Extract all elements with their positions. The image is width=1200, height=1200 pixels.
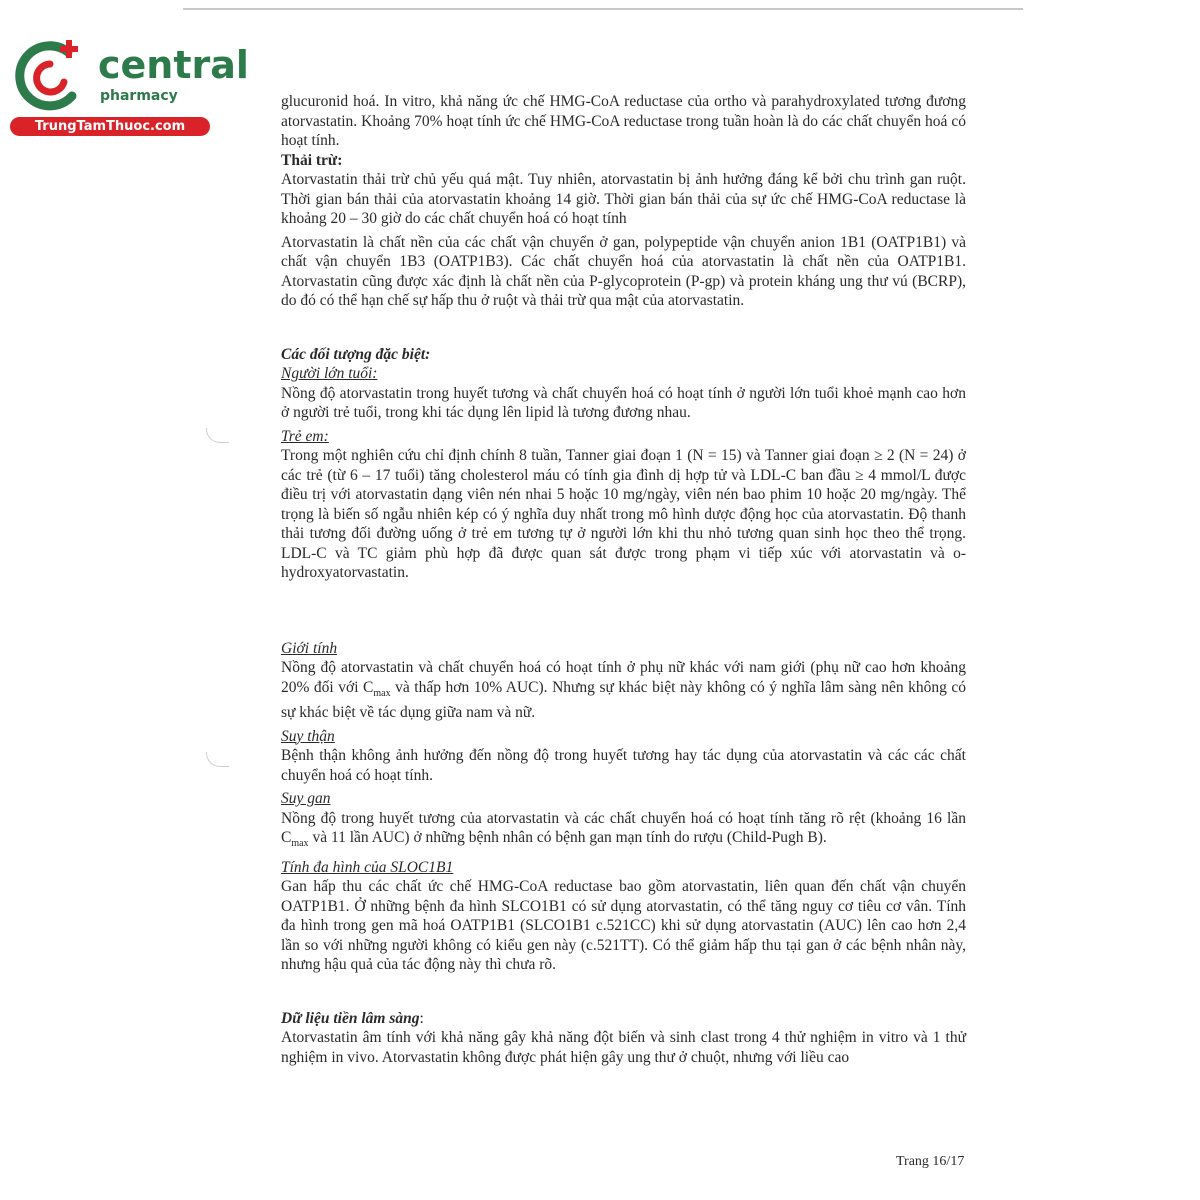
subheading-sex: Giới tính	[281, 639, 338, 657]
page-number: Trang 16/17	[896, 1154, 965, 1169]
logo-site-banner: TrungTamThuoc.com	[10, 117, 210, 136]
paragraph-slco1b1: Gan hấp thu các chất ức chế HMG-CoA reductase bao gồm atorvastatin, liên quan đến chất vận chuyển OATP1B1. Ở những bệnh đa hình SLCO1B1 có sử dụng atorvastatin, có thể tăng nguy cơ tiêu cơ vân. Tính đa hình trong gen mã hoá OATP1B1 (SLCO1B1 c.521CC) khi sử dụng atorvastatin (AUC) lên cao hơn 2,4 lần so với những người không có kiểu gen này (c.521TT). Có thể giảm hấp thu tại gan ở các bệnh nhân này, nhưng hậu quả của tác động này thì chưa rõ.	[281, 878, 966, 974]
paragraph-preclinical: Atorvastatin âm tính với khả năng gây khả năng đột biến và sinh clast trong 4 thử nghiệm in vitro và 1 thử nghiệm in vivo. Atorvastatin không được phát hiện gây ung thư ở chuột, nhưng với liều cao	[281, 1029, 966, 1066]
paragraph-hepatic: Nồng độ trong huyết tương của atorvastatin và các chất chuyển hoá có hoạt tính tăng rõ rệt (khoảng 16 lần $C_{max}$ và 11 lần AUC) ở những bệnh nhân có bệnh gan mạn tính do rượu (Child-Pugh B).	[281, 809, 966, 850]
heading-elimination: Thải trừ:	[281, 151, 343, 169]
heading-preclinical: Dữ liệu tiền lâm sàng:	[281, 1009, 424, 1027]
paragraph-elimination-1: Atorvastatin thải trừ chủ yếu quá mật. Tuy nhiên, atorvastatin bị ảnh hưởng đáng kể bởi chu trình gan ruột. Thời gian bán thải của atorvastatin khoảng 14 giờ. Thời gian bán thải của sự ức chế HMG-CoA reductase là khoảng 20 – 30 giờ do các chất chuyển hoá có hoạt tính	[281, 171, 966, 227]
paragraph-children: Trong một nghiên cứu chỉ định chính 8 tuần, Tanner giai đoạn 1 (N = 15) và Tanner giai đoạn ≥ 2 (N = 24) ở các trẻ (từ 6 – 17 tuổi) tăng cholesterol máu có tính gia đình dị hợp tử và LDL-C ban đầu ≥ 4 mmol/L được điều trị với atorvastatin dạng viên nén nhai 5 hoặc 10 mg/ngày, viên nén bao phim 10 hoặc 20 mg/ngày. Thể trọng là biến số ngẫu nhiên kép có ý nghĩa duy nhất trong mô hình dược động học của atorvastatin. Độ thanh thải tương đối đường uống ở trẻ em tương tự ở người lớn khi thu nhỏ tương quan sinh học theo thể trọng. LDL-C và TC giảm phù hợp đã được quan sát được trong phạm vi tiếp xúc với atorvastatin và o-hydroxyatorvastatin.	[281, 447, 966, 581]
scan-mark	[206, 428, 229, 443]
paragraph-metabolism: glucuronid hoá. In vitro, khả năng ức chế HMG-CoA reductase của ortho và parahydroxylated tương đương atorvastatin. Khoảng 70% hoạt tính ức chế HMG-CoA reductase trong tuần hoàn là do các chất chuyển hoá có hoạt tính.	[281, 93, 966, 149]
paragraph-renal: Bệnh thận không ảnh hưởng đến nồng độ trong huyết tương hay tác dụng của atorvastatin và các các chất chuyển hoá có hoạt tính.	[281, 747, 966, 784]
subheading-children: Trẻ em:	[281, 427, 329, 445]
logo-brand-text: central	[98, 43, 249, 87]
subheading-elderly: Người lớn tuổi:	[281, 365, 378, 382]
logo-sub-text: pharmacy	[100, 88, 178, 104]
heading-special-populations: Các đối tượng đặc biệt:	[281, 345, 431, 363]
subheading-hepatic: Suy gan	[281, 790, 331, 808]
document-body	[281, 92, 966, 1067]
paragraph-elderly: Nồng độ atorvastatin trong huyết tương và chất chuyển hoá có hoạt tính ở người lớn tuổi khoẻ mạnh cao hơn ở người trẻ tuổi, trong khi tác dụng lên lipid là tương đương nhau.	[281, 384, 966, 421]
subheading-slco1b1: Tính đa hình của SLOC1B1	[281, 858, 454, 876]
subheading-renal: Suy thận	[281, 727, 335, 745]
central-pharmacy-logo	[10, 38, 249, 138]
scan-mark	[206, 752, 229, 767]
central-pharmacy-logo-icon	[10, 38, 90, 118]
top-rule	[183, 8, 1023, 10]
paragraph-sex: Nồng độ atorvastatin và chất chuyển hoá có hoạt tính ở phụ nữ khác với nam giới (phụ nữ cao hơn khoảng 20% đối với $C_{max}$ và thấp hơn 10% AUC). Nhưng sự khác biệt này không có ý nghĩa lâm sàng nên không có sự khác biệt về tác dụng giữa nam và nữ.	[281, 659, 967, 722]
paragraph-elimination-2: Atorvastatin là chất nền của các chất vận chuyển ở gan, polypeptide vận chuyển anion 1B1 (OATP1B1) và chất vận chuyển 1B3 (OATP1B3). Các chất chuyển hoá của atorvastatin là chất nền của OATP1B1. Atorvastatin cũng được xác định là chất nền của P-glycoprotein (P-gp) và protein kháng ung thư vú (BCRP), do đó có thể hạn chế sự hấp thu ở ruột và thải trừ qua mật của atorvastatin.	[281, 233, 966, 309]
